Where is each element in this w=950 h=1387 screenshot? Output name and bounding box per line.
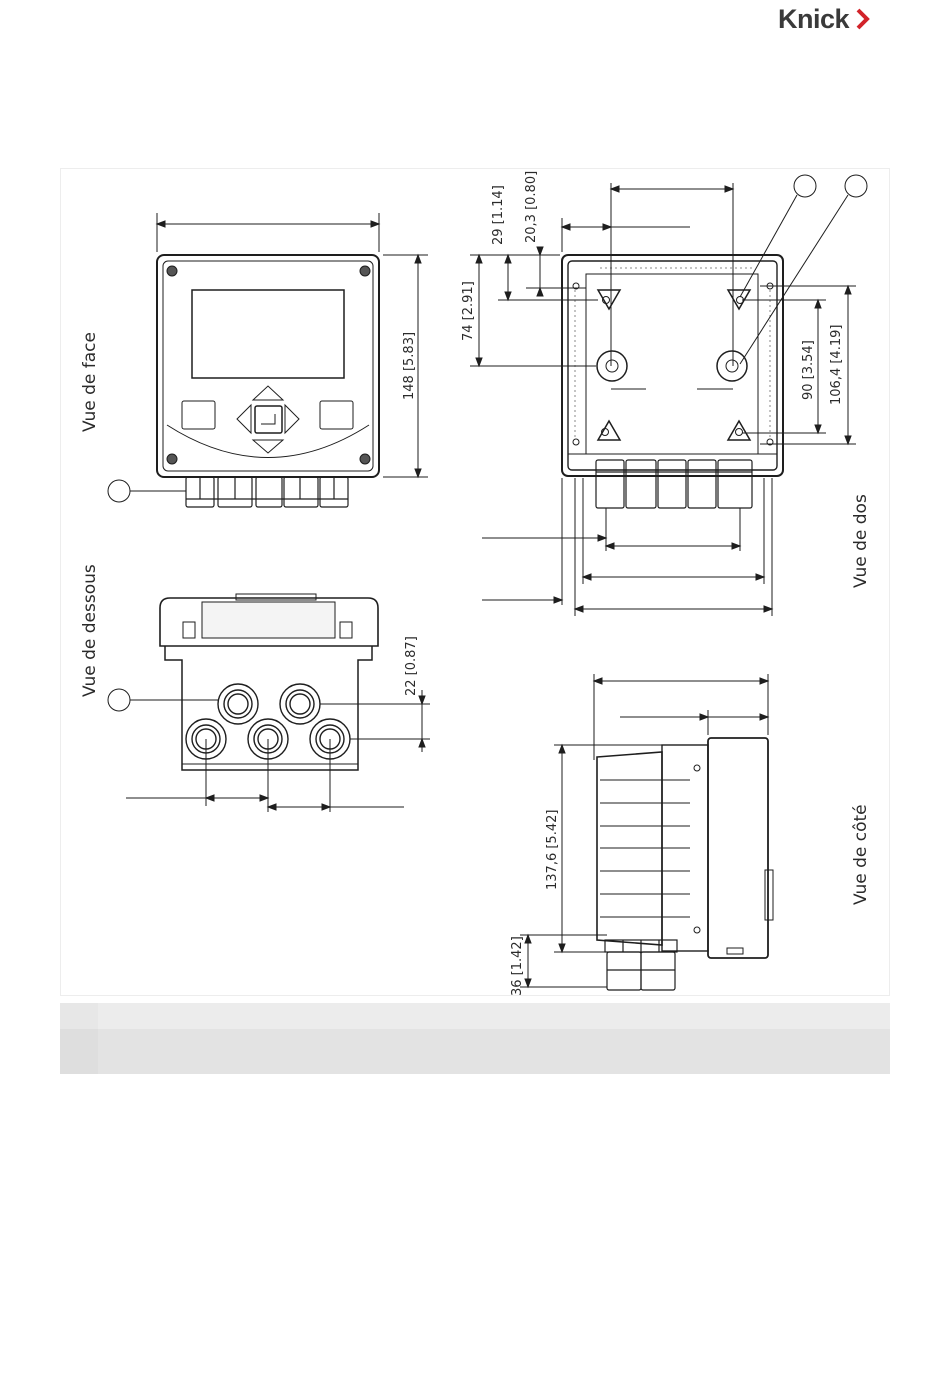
brand-name: Knick — [778, 3, 850, 34]
dim-36: 36 [1.42] — [510, 936, 525, 996]
dim-20-3: 20,3 [0.80] — [524, 170, 539, 243]
dim-90: 90 [3.54] — [801, 340, 816, 400]
caption-band-header — [60, 1003, 890, 1029]
caption-band-body-column — [60, 1029, 98, 1074]
bottom-view — [108, 594, 430, 812]
dim-148: 148 [5.83] — [402, 331, 417, 400]
front-view — [108, 213, 428, 507]
dim-22: 22 [0.87] — [404, 636, 419, 696]
label-vue-de-dessous: Vue de dessous — [80, 564, 100, 697]
dim-29: 29 [1.14] — [491, 185, 506, 245]
label-vue-de-cote: Vue de côté — [851, 804, 871, 905]
label-vue-de-dos: Vue de dos — [851, 494, 871, 588]
caption-band-header-column — [60, 1003, 98, 1029]
label-vue-de-face: Vue de face — [80, 332, 100, 432]
caption-band-body — [60, 1029, 890, 1074]
dim-106-4: 106,4 [4.19] — [829, 324, 844, 405]
dim-74: 74 [2.91] — [461, 281, 476, 341]
dim-137-6: 137,6 [5.42] — [545, 809, 560, 890]
